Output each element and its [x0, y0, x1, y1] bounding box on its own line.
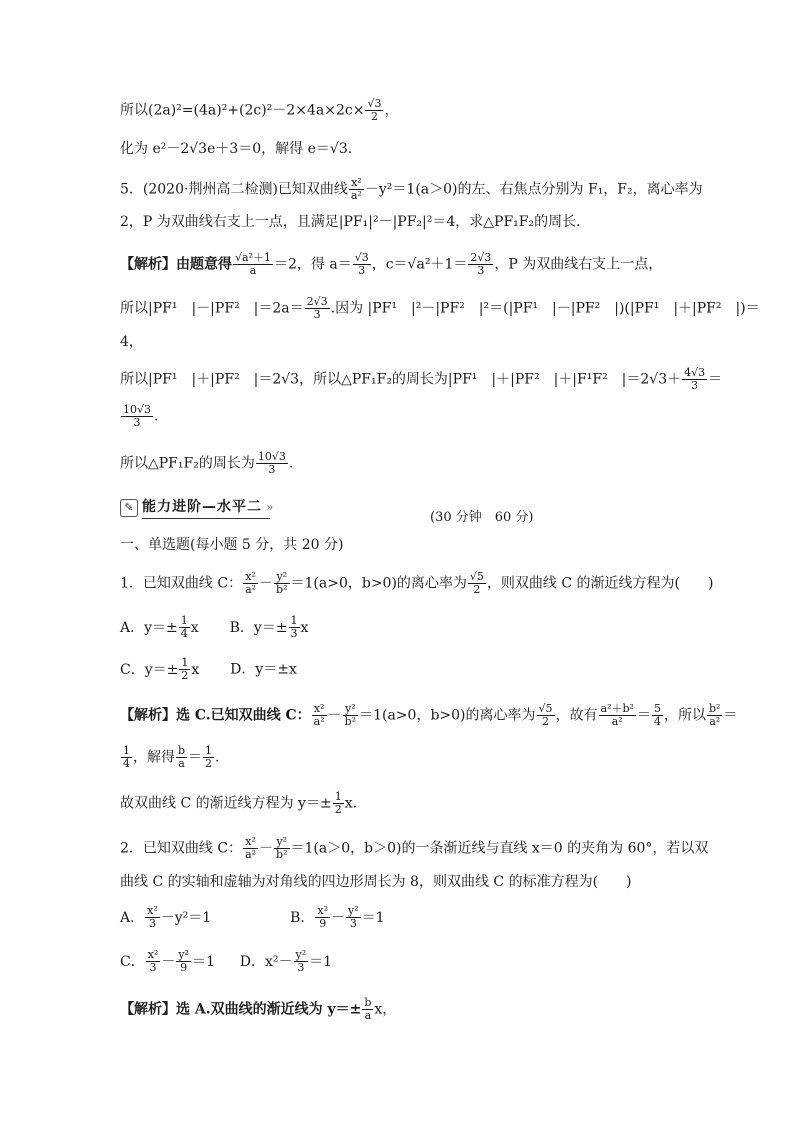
text: －	[327, 707, 342, 724]
denominator: a²	[350, 189, 362, 202]
question-1	[120, 571, 713, 596]
text: ，解得	[133, 749, 175, 766]
fraction	[682, 367, 707, 392]
numerator: x²	[243, 571, 258, 584]
text: ＝1	[191, 953, 215, 970]
option-a	[120, 614, 199, 640]
fraction	[707, 703, 722, 728]
chevron-right-icon: »	[266, 500, 274, 514]
text: －y²＝1	[160, 909, 212, 926]
text: C．y＝±	[120, 661, 179, 678]
fraction	[289, 615, 300, 640]
numerator: √3	[354, 251, 369, 264]
numerator: y²	[178, 948, 189, 961]
text: A．y＝±	[120, 619, 178, 636]
text: B．y＝±	[229, 619, 288, 636]
fraction	[146, 949, 161, 974]
fraction	[179, 615, 190, 640]
denominator: a²	[245, 583, 257, 596]
denominator: 9	[180, 961, 188, 974]
denominator: a²	[313, 715, 325, 728]
denominator: 3	[349, 917, 357, 930]
solution-line-1	[120, 98, 398, 123]
section-underline	[142, 518, 270, 519]
question-1-options-cd	[120, 657, 297, 682]
numerator: √3	[367, 97, 382, 110]
numerator: 2√3	[306, 295, 328, 308]
text: ＝	[188, 749, 203, 766]
text: .	[215, 749, 220, 766]
numerator: y²	[348, 904, 359, 917]
fraction	[343, 703, 358, 728]
denominator: 3	[358, 264, 366, 277]
text: ，故有	[555, 707, 598, 724]
fraction	[362, 997, 373, 1022]
text: A．	[120, 909, 145, 926]
question-2-options-ab	[120, 905, 385, 930]
denominator: 4	[123, 757, 130, 770]
numerator: 5	[653, 702, 661, 715]
numerator: y²	[274, 571, 289, 584]
fraction	[233, 252, 273, 277]
fraction	[294, 949, 309, 974]
option-d	[239, 948, 333, 974]
fraction	[468, 571, 486, 596]
denominator: 2	[542, 715, 550, 728]
solution-line-2	[120, 139, 352, 159]
text: x，	[374, 1001, 397, 1018]
denominator: 4	[653, 715, 661, 728]
denominator: a	[249, 264, 257, 277]
denominator: 2	[181, 669, 189, 682]
text: 2．已知双曲线 C：	[120, 840, 243, 857]
text: ，	[384, 102, 399, 119]
text: ，P 为双曲线右支上一点，	[494, 256, 663, 273]
numerator: 1	[290, 614, 298, 627]
numerator: x²	[349, 177, 364, 190]
denominator: 3	[268, 463, 276, 476]
fraction	[333, 791, 344, 816]
denominator: b²	[276, 848, 288, 861]
question-5-line-1	[120, 177, 703, 202]
text: 故双曲线 C 的渐近线方程为 y＝±	[120, 795, 332, 812]
denominator: 4	[180, 627, 188, 640]
text: 【解析】由题意得	[120, 256, 232, 273]
text: C．	[120, 953, 145, 970]
fraction	[121, 404, 153, 429]
numerator: x²	[147, 948, 159, 961]
text: x.	[344, 795, 358, 812]
text: 4，	[120, 334, 143, 350]
numerator: y²	[274, 836, 289, 849]
text: －y²＝1(a＞0)的左、右焦点分别为 F₁，F₂，离心率为	[364, 181, 703, 198]
fraction	[274, 571, 289, 596]
solution-1-line-1	[120, 703, 737, 728]
denominator: 2	[370, 110, 378, 123]
numerator: √5	[538, 702, 553, 715]
fraction	[652, 703, 663, 728]
fraction	[243, 836, 258, 861]
fraction	[312, 703, 327, 728]
text: 所以(2a)²=(4a)²+(2c)²－2×4a×2c×	[120, 102, 365, 119]
denominator: 3	[313, 308, 321, 321]
fraction	[256, 451, 288, 476]
numerator: √a²＋1	[235, 251, 271, 264]
text: D．x²－	[239, 953, 293, 970]
denominator: 3	[148, 917, 156, 930]
numerator: b²	[708, 702, 721, 715]
denominator: a²	[709, 715, 721, 728]
fraction	[599, 703, 636, 728]
denominator: b²	[344, 715, 357, 728]
section-header	[120, 497, 680, 525]
numerator: 1	[181, 656, 189, 669]
solution-5-line-4	[120, 367, 722, 392]
text: 所以|PF¹ |－|PF² |＝2a＝	[120, 300, 304, 317]
text: ＝	[723, 707, 738, 724]
part-heading	[120, 535, 343, 555]
denominator: 3	[149, 961, 157, 974]
question-2-options-cd	[120, 949, 332, 974]
denominator: 3	[691, 379, 699, 392]
numerator: x²	[317, 904, 329, 917]
fraction	[468, 252, 493, 277]
text: x	[190, 619, 199, 636]
text: 化为 e²－2√3e＋3＝0，解得 e＝√3.	[120, 141, 353, 157]
option-c	[120, 656, 200, 682]
denominator: 3	[290, 627, 298, 640]
text: x	[191, 661, 200, 678]
numerator: x²	[147, 904, 158, 917]
numerator: 10√3	[123, 403, 152, 416]
text: 2，P 为双曲线右支上一点，且满足|PF₁|²－|PF₂|²＝4，求△PF₁F₂的周长．	[120, 214, 591, 230]
solution-5-line-6	[120, 451, 293, 476]
option-b	[290, 904, 385, 930]
text: 所以|PF¹ |＋|PF² |＝2√3，所以△PF₁F₂的周长为|PF¹ |＋|PF² |＋|F¹F² |＝2√3＋	[120, 371, 682, 388]
numerator: √5	[469, 570, 484, 583]
text: ＝1(a＞0，b＞0)的一条渐近线与直线 x＝0 的夹角为 60°，若以双	[290, 840, 709, 857]
text: 曲线 C 的实轴和虚轴为对角线的四边形周长为 8，则双曲线 C 的标准方程为( )	[120, 874, 632, 890]
solution-1-line-2	[120, 745, 220, 770]
denominator: 2	[334, 803, 342, 816]
text: ＝1	[361, 909, 385, 926]
fraction	[176, 949, 191, 974]
text: ，所以	[663, 707, 706, 724]
fraction	[346, 905, 361, 930]
denominator: a²	[245, 848, 257, 861]
question-2-line-1	[120, 836, 708, 861]
fraction	[353, 252, 371, 277]
denominator: a	[364, 1009, 372, 1022]
numerator: 1	[180, 614, 188, 627]
question-1-options-ab	[120, 615, 308, 640]
text: －	[161, 953, 176, 970]
fraction	[121, 745, 132, 770]
fraction	[243, 571, 258, 596]
text: ，则双曲线 C 的渐近线方程为( )	[486, 575, 714, 592]
denominator: b²	[276, 583, 288, 596]
denominator: 3	[133, 416, 141, 429]
solution-2-line-1	[120, 997, 396, 1022]
denominator: 2	[205, 757, 213, 770]
fraction	[145, 905, 160, 930]
solution-5-line-2	[120, 296, 760, 321]
fraction	[176, 745, 187, 770]
text: ，c＝√a²＋1＝	[371, 256, 468, 273]
text: x	[300, 619, 309, 636]
text: －	[331, 909, 346, 926]
fraction	[349, 177, 364, 202]
text: ＝2，得 a＝	[273, 256, 352, 273]
fraction	[203, 745, 214, 770]
denominator: a²	[611, 715, 623, 728]
numerator: 1	[334, 790, 342, 803]
text: .	[288, 455, 294, 472]
lightbulb-icon: ✎	[120, 499, 138, 517]
numerator: 4√3	[684, 366, 706, 379]
numerator: x²	[243, 836, 258, 849]
denominator: 3	[477, 264, 485, 277]
text: B．	[290, 909, 315, 926]
question-5-line-2	[120, 212, 590, 232]
denominator: 2	[473, 583, 481, 596]
option-c	[120, 948, 215, 974]
option-a	[120, 904, 212, 930]
numerator: b	[178, 744, 186, 757]
text: 5．(2020·荆州高二检测)已知双曲线	[120, 181, 348, 198]
fraction	[179, 657, 190, 682]
numerator: b	[364, 996, 372, 1009]
denominator: 9	[319, 917, 327, 930]
denominator: a	[178, 757, 185, 770]
denominator: 3	[297, 961, 305, 974]
numerator: x²	[312, 703, 327, 716]
text: .	[154, 408, 159, 425]
numerator: 1	[205, 744, 213, 757]
numerator: a²＋b²	[600, 702, 634, 715]
numerator: 2√3	[470, 251, 492, 264]
text: .因为 |PF¹ |²－|PF² |²＝(|PF¹ |－|PF² |)(|PF¹ |＋|PF² |)＝	[330, 300, 760, 317]
text: －	[259, 840, 274, 857]
option-d: D．y＝±x	[230, 661, 297, 678]
text: ＝1(a>0，b>0)的离心率为	[290, 575, 467, 592]
numerator: 10√3	[257, 450, 286, 463]
fraction	[365, 98, 383, 123]
solution-5-line-5	[120, 404, 158, 429]
text: 【解析】选 C.已知双曲线 C：	[120, 707, 311, 724]
numerator: 1	[123, 744, 130, 757]
section-time: (30 分钟 60 分)	[430, 510, 534, 525]
text: 【解析】选 A.双曲线的渐近线为 y＝±	[120, 1001, 362, 1018]
solution-5-line-1	[120, 252, 662, 277]
text: 1．已知双曲线 C：	[120, 575, 243, 592]
text: 一、单选题(每小题 5 分，共 20 分)	[120, 537, 344, 553]
section-title: 能力进阶—水平二	[142, 499, 262, 515]
text: ＝	[708, 371, 723, 388]
solution-1-line-3	[120, 791, 357, 816]
fraction	[274, 836, 289, 861]
text: 所以△PF₁F₂的周长为	[120, 455, 255, 472]
solution-5-line-3	[120, 332, 143, 352]
fraction	[315, 905, 330, 930]
question-2-line-2	[120, 872, 632, 892]
text: ＝	[636, 707, 651, 724]
text: ＝1	[309, 953, 333, 970]
text: ＝1(a>0，b>0)的离心率为	[359, 707, 536, 724]
fraction	[305, 296, 330, 321]
numerator: y²	[343, 703, 358, 716]
fraction	[537, 703, 555, 728]
text: －	[259, 575, 274, 592]
numerator: y²	[295, 948, 307, 961]
option-b	[229, 614, 309, 640]
